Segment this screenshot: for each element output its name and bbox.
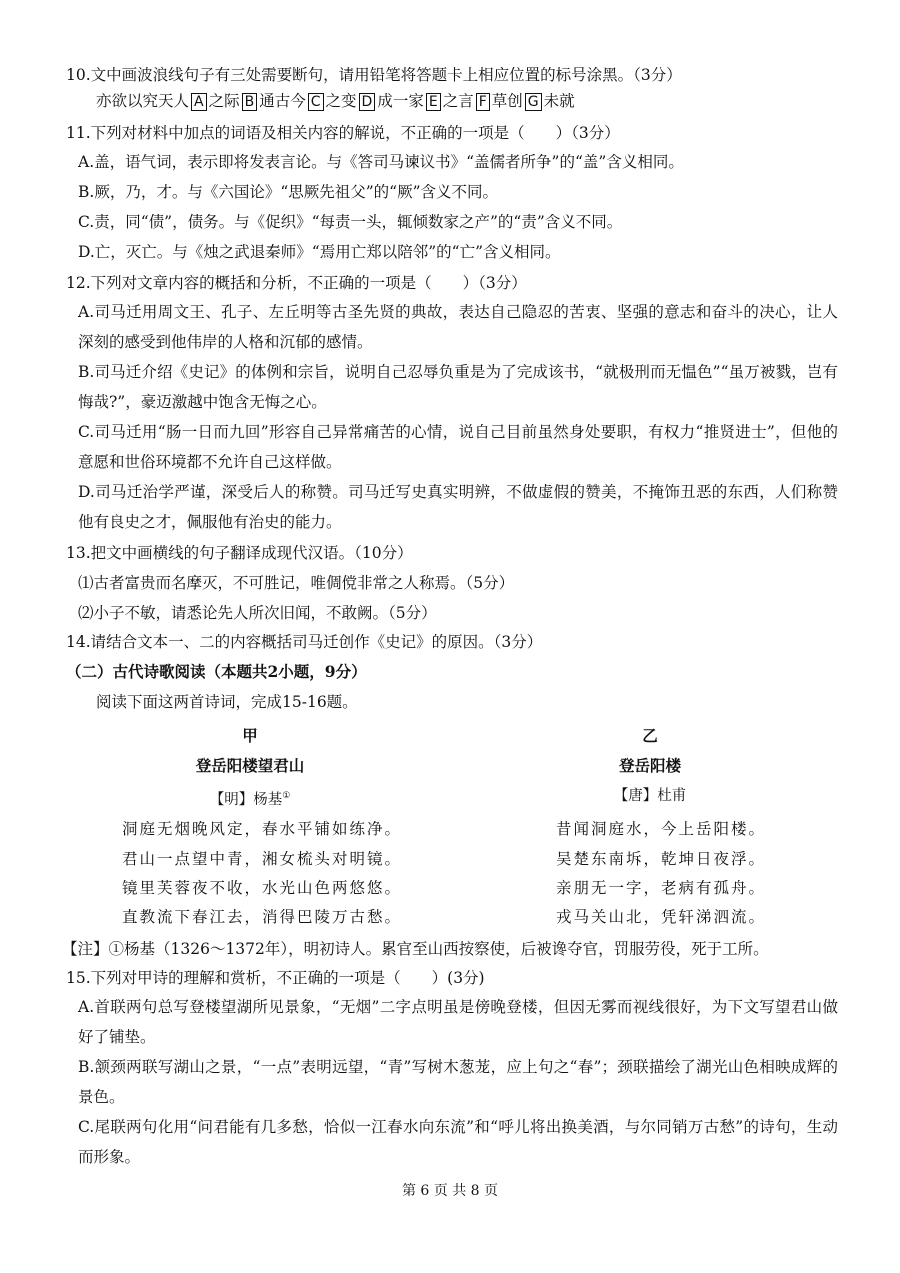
- poem-a-line: 君山一点望中青，湘女梳头对明镜。: [122, 850, 403, 868]
- q14-stem: 14.请结合文本一、二的内容概括司马迁创作《史记》的原因。（3分）: [66, 633, 543, 651]
- q12-option-a: A.司马迁用周文王、孔子、左丘明等古圣先贤的典故，表达自己隐忍的苦衷、坚强的意志和奋斗的决心，让人深刻的感受到他伟岸的人格和沉郁的感情。: [78, 303, 838, 351]
- break-mark[interactable]: E: [426, 93, 441, 111]
- break-mark[interactable]: C: [308, 93, 324, 111]
- poem-a-author: [150, 785, 350, 811]
- poem-b: [550, 725, 750, 807]
- segment: 之言: [442, 92, 474, 110]
- q11-option-b: B.厥，乃，才。与《六国论》“思厥先祖父”的“厥”含义不同。: [78, 183, 499, 201]
- segment: 未就: [543, 92, 575, 110]
- q15-option-a: A.首联两句总写登楼望湖所见景象，“无烟”二字点明虽是傍晚登楼，但因无雾而视线很好，为下文写望君山做好了铺垫。: [78, 998, 838, 1046]
- q15-option-b: B.颔颈两联写湖山之景，“一点”表明远望，“青”写树木葱茏，应上句之“春”；颈联描绘了湖光山色相映成辉的景色。: [78, 1058, 838, 1106]
- segment: 亦欲以究天人: [96, 92, 190, 110]
- q13-item-2: ⑵小子不敏，请悉论先人所次旧闻，不敢阙。（5分）: [78, 604, 437, 622]
- poem-b-title: 登岳阳楼: [618, 756, 681, 775]
- poem-a-title: 登岳阳楼望君山: [195, 756, 305, 775]
- break-mark[interactable]: A: [191, 93, 207, 111]
- break-mark[interactable]: D: [359, 93, 376, 111]
- q12-option-c: C.司马迁用“肠一日而九回”形容自己异常痛苦的心情，说自己目前虽然身处要职，有权力“推贤进士”，但他的意愿和世俗环境都不允许自己这样做。: [78, 423, 838, 471]
- q13-stem: 13.把文中画横线的句子翻译成现代汉语。（10分）: [66, 544, 413, 562]
- q12-option-b: B.司马迁介绍《史记》的体例和宗旨，说明自己忍辱负重是为了完成该书，“就极刑而无愠色”“虽万被戮，岂有悔哉?”，豪迈激越中饱含无悔之心。: [78, 363, 838, 411]
- poem-b-line: 吴楚东南坼，乾坤日夜浮。: [556, 850, 767, 868]
- break-mark[interactable]: F: [476, 93, 490, 111]
- poem-note: 【注】①杨基（1326～1372年），明初诗人。累官至山西按察使，后被谗夺官，罚服劳役，死于工所。: [62, 940, 769, 958]
- poem-a-line: 直教流下春江去，消得巴陵万古愁。: [122, 908, 403, 926]
- q11-option-a: A.盖，语气词，表示即将发表言论。与《答司马谏议书》“盖儒者所争”的“盖”含义相同。: [78, 153, 684, 171]
- q15-option-c: C.尾联两句化用“问君能有几多愁，恰似一江春水向东流”和“呼儿将出换美酒，与尔同销万古愁”的诗句，生动而形象。: [78, 1118, 838, 1166]
- segment: 草创: [491, 92, 523, 110]
- q11-option-d: D.亡，灭亡。与《烛之武退秦师》“焉用亡郑以陪邻”的“亡”含义相同。: [78, 243, 561, 261]
- poem-b-line: 亲朋无一字，老病有孤舟。: [556, 879, 767, 897]
- q13-item-1: ⑴古者富贵而名摩灭，不可胜记，唯倜傥非常之人称焉。（5分）: [78, 574, 515, 592]
- poem-a-line: 镜里芙蓉夜不收，水光山色两悠悠。: [122, 879, 403, 897]
- q12-option-d: D.司马迁治学严谨，深受后人的称赞。司马迁写史真实明辨，不做虚假的赞美，不掩饰丑恶的东西，人们称赞他有良史之才，佩服他有治史的能力。: [78, 483, 838, 531]
- break-mark[interactable]: G: [525, 93, 542, 111]
- poem-a-label: 甲: [242, 726, 258, 745]
- section-intro: 阅读下面这两首诗词，完成15-16题。: [96, 693, 358, 711]
- poem-b-line: 昔闻洞庭水，今上岳阳楼。: [556, 820, 767, 838]
- poem-b-line: 戎马关山北，凭轩涕泗流。: [556, 908, 767, 926]
- segment: 成一家: [377, 92, 424, 110]
- q12-stem: 12.下列对文章内容的概括和分析，不正确的一项是（ ）（3分）: [66, 274, 527, 292]
- segment: 通古今: [259, 92, 306, 110]
- page-footer: 第 6 页 共 8 页: [401, 1183, 499, 1199]
- segment: 之变: [325, 92, 357, 110]
- q15-stem: 15.下列对甲诗的理解和赏析，不正确的一项是（ ）(3分): [66, 969, 485, 987]
- author-text: 【明】杨基: [209, 791, 283, 808]
- poem-a: [150, 725, 350, 811]
- q11-option-c: C.责，同“债”，债务。与《促织》“每责一头，辄倾数家之产”的“责”含义不同。: [78, 213, 623, 231]
- poem-b-label: 乙: [642, 726, 658, 745]
- note-marker: ①: [282, 791, 291, 801]
- break-mark[interactable]: B: [242, 93, 258, 111]
- poem-a-line: 洞庭无烟晚风定，春水平铺如练净。: [122, 820, 403, 838]
- q11-stem: 11.下列对材料中加点的词语及相关内容的解说，不正确的一项是（ ）（3分）: [66, 124, 620, 142]
- poem-b-author: 【唐】杜甫: [613, 788, 687, 804]
- section-title: （二）古代诗歌阅读（本题共2小题，9分）: [66, 662, 367, 681]
- segment: 之际: [208, 92, 240, 110]
- q10-stem: 10.文中画波浪线句子有三处需要断句，请用铅笔将答题卡上相应位置的标号涂黑。（3分）: [66, 66, 682, 84]
- q10-segments: [96, 90, 575, 112]
